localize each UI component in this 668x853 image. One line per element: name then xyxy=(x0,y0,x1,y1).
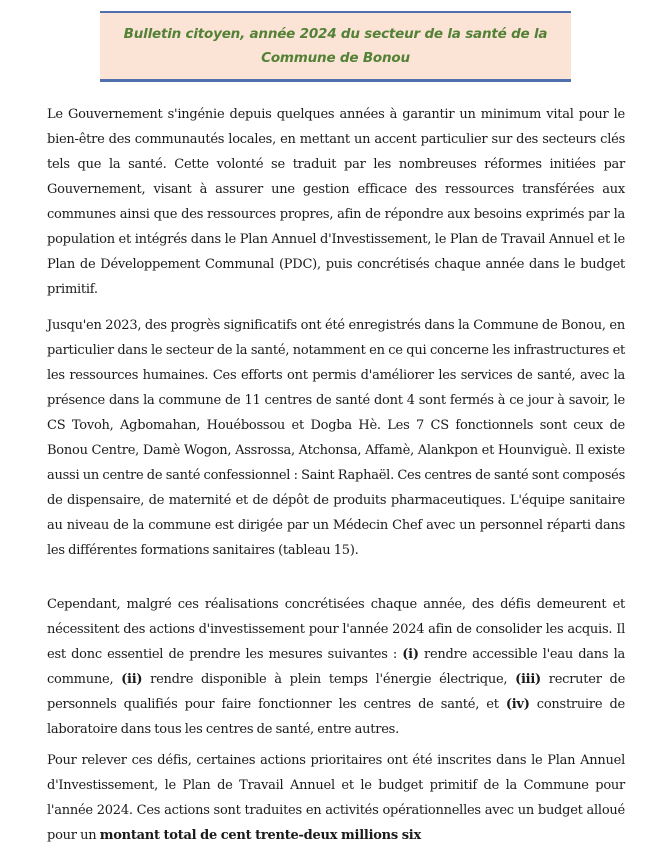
paragraph-challenges xyxy=(47,592,625,742)
bulletin-title-box xyxy=(100,11,571,82)
measure-4-text: construire de laboratoire dans tous les centres de santé, entre autres. xyxy=(47,697,625,737)
measure-2-text: rendre disponible à plein temps l'énergie électrique, xyxy=(142,672,516,687)
paragraph-introduction: Le Gouvernement s'ingénie depuis quelques années à garantir un minimum vital pour le bien-être des communautés locales, en mettant un accent particulier sur des secteurs clés tels que la santé. Cette volonté se traduit par les nombreuses réformes initiées par Gouvernement, visant à assurer une gestion efficace des ressources transférées aux communes ainsi que des ressources propres, afin de répondre aux besoins exprimés par la population et intégrés dans le Plan Annuel d'Investissement, le Plan de Travail Annuel et le Plan de Développement Communal (PDC), puis concrétisés chaque année dans le budget primitif. xyxy=(47,107,625,297)
budget-total-amount: montant total de cent trente-deux millions six xyxy=(99,828,421,843)
measure-4-label: (iv) xyxy=(505,697,530,712)
budget-actions-text: Pour relever ces défis, certaines actions prioritaires ont été inscrites dans le Plan Annuel d'Investissement, le Plan de Travail Annuel et le budget primitif de la Commune pour l'année 2024. Ces actions sont traduites en activités opérationnelles avec un budget alloué pour un xyxy=(47,753,625,843)
paragraph-progress-2023: Jusqu'en 2023, des progrès significatifs ont été enregistrés dans la Commune de Bonou, en particulier dans le secteur de la santé, notamment en ce qui concerne les infrastructures et les ressources humaines. Ces efforts ont permis d'améliorer les services de santé, avec la présence dans la commune de 11 centres de santé dont 4 sont fermés à ce jour à savoir, le CS Tovoh, Agbomahan, Houébossou et Dogba Hè. Les 7 CS fonctionnels sont ceux de Bonou Centre, Damè Wogon, Assrossa, Atchonsa, Affamè, Alankpon et Hounviguè. Il existe aussi un centre de santé confessionnel : Saint Raphaël. Ces centres de santé sont composés de dispensaire, de maternité et de dépôt de produits pharmaceutiques. L'équipe sanitaire au niveau de la commune est dirigée par un Médecin Chef avec un personnel réparti dans les différentes formations sanitaires (tableau 15). xyxy=(47,318,625,558)
measure-3-label: (iii) xyxy=(515,672,541,687)
measure-1-text: rendre accessible l'eau dans la commune, xyxy=(47,647,625,687)
measure-2-label: (ii) xyxy=(121,672,143,687)
bulletin-title-line-1: Bulletin citoyen, année 2024 du secteur de la santé de la xyxy=(123,26,548,42)
measure-3-text: recruter de personnels qualifiés pour faire fonctionner les centres de santé, et xyxy=(47,672,626,712)
challenges-intro: Cependant, malgré ces réalisations concrétisées chaque année, des défis demeurent et nécessitent des actions d'investissement pour l'année 2024 afin de consolider les acquis. Il est donc essentiel de prendre les mesures suivantes : xyxy=(47,597,625,662)
paragraph-budget-actions xyxy=(47,748,625,848)
measure-1-label: (i) xyxy=(402,647,419,662)
bulletin-title-line-2: Commune de Bonou xyxy=(261,50,410,66)
